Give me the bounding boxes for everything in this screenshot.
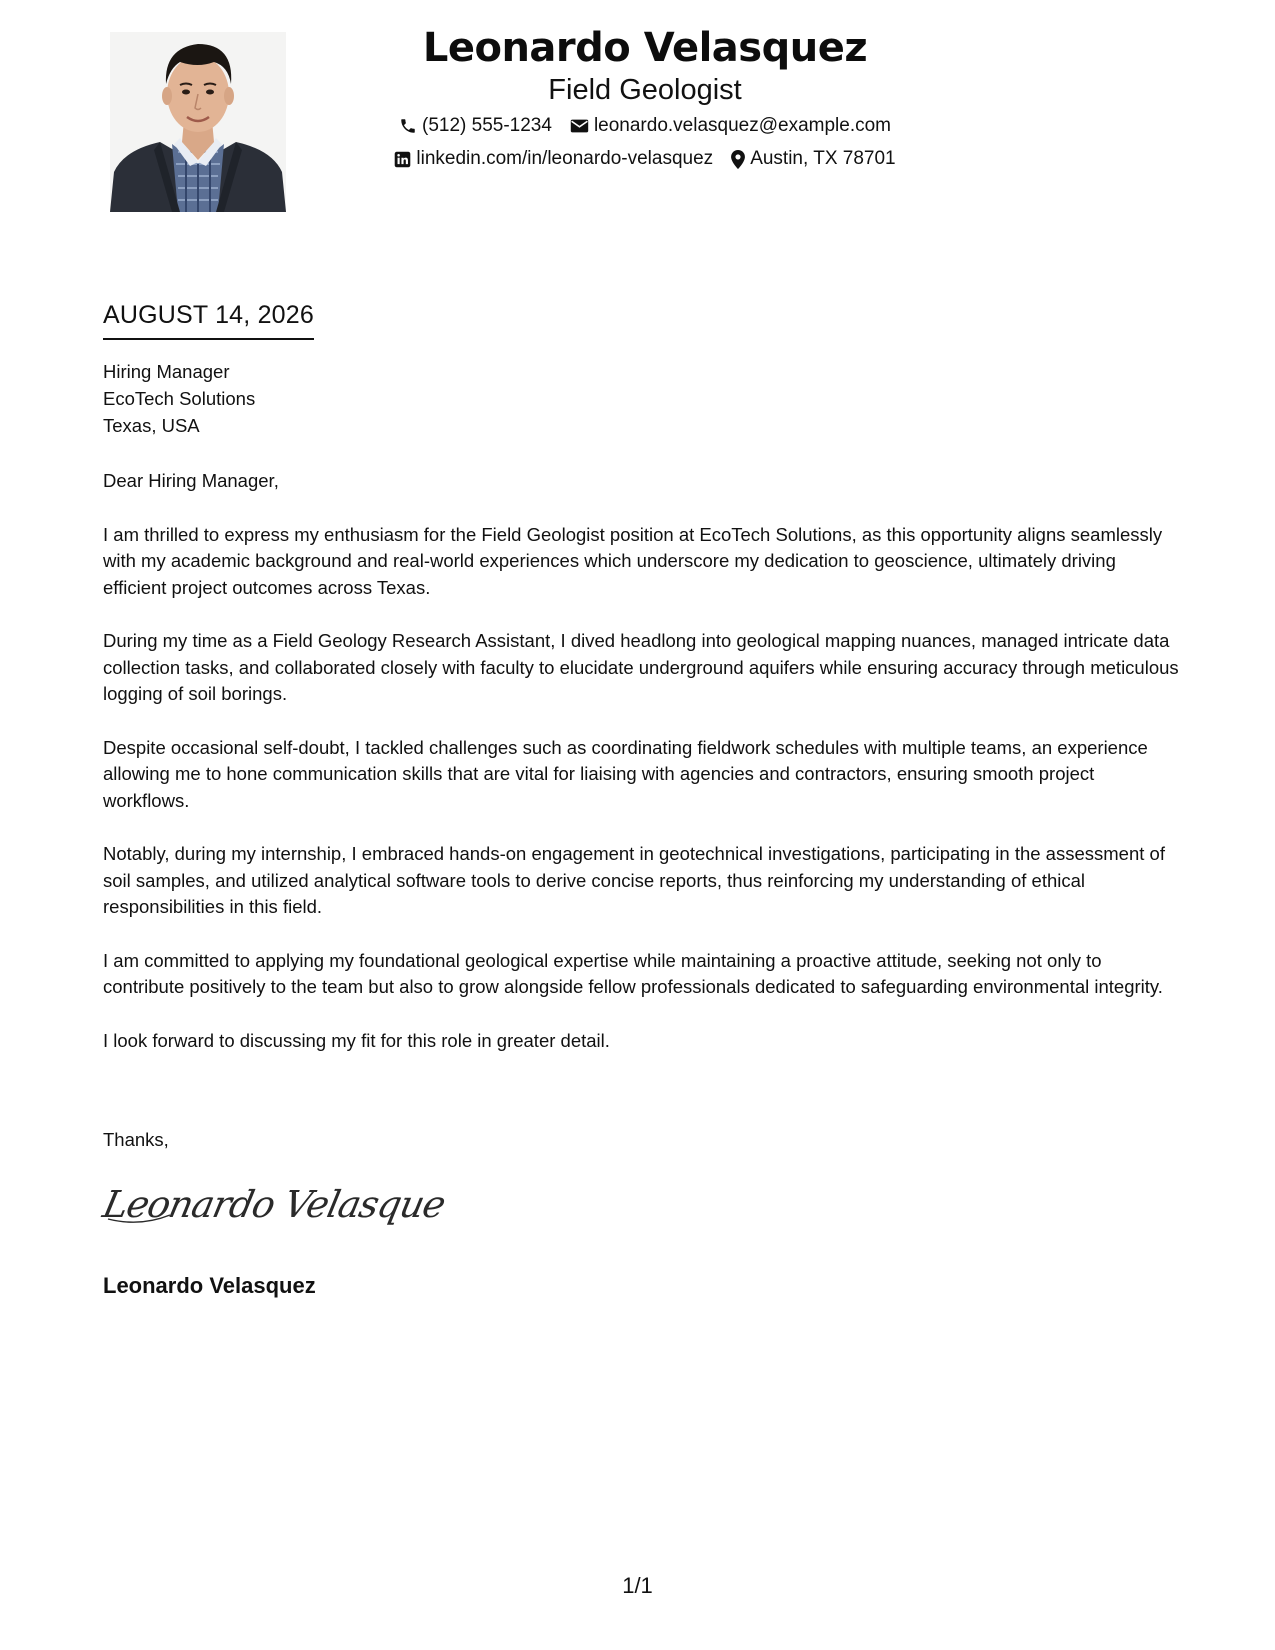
- phone-contact[interactable]: [399, 111, 552, 141]
- recipient-address: [103, 358, 255, 439]
- salutation: Dear Hiring Manager,: [103, 470, 279, 491]
- recipient-line: EcoTech Solutions: [103, 388, 256, 409]
- svg-text:Leonardo Velasque: Leonardo Velasque: [99, 1182, 449, 1226]
- linkedin-contact[interactable]: [394, 144, 713, 174]
- applicant-name: Leonardo Velasquez: [422, 25, 868, 71]
- handwritten-signature: [99, 1175, 449, 1237]
- header: [300, 22, 990, 174]
- location-text: Austin, TX 78701: [750, 148, 896, 169]
- phone-icon: [399, 117, 417, 135]
- contact-row-primary: [300, 111, 990, 141]
- closing: Thanks,: [103, 1129, 169, 1150]
- phone-text: (512) 555-1234: [422, 115, 552, 136]
- signature-image: [99, 1175, 449, 1237]
- letter-date: AUGUST 14, 2026: [103, 298, 314, 340]
- letter-date-block: [103, 298, 314, 340]
- body-paragraph: I look forward to discussing my fit for this role in greater detail.: [103, 1029, 610, 1051]
- body-paragraph: I am thrilled to express my enthusiasm for the Field Geologist position at EcoTech Solutions, as this opportunity aligns seamlessly with my academic background and real-world experiences which underscore my dedication to geoscience, ultimately driving efficient project outcomes across Texas.: [103, 523, 1163, 598]
- signer-name: Leonardo Velasquez: [103, 1273, 316, 1298]
- recipient-line: Texas, USA: [103, 415, 200, 436]
- email-text: leonardo.velasquez@example.com: [593, 115, 891, 136]
- linkedin-text: linkedin.com/in/leonardo-velasquez: [416, 148, 714, 169]
- location-contact: [731, 144, 895, 174]
- portrait-image: [110, 32, 286, 212]
- email-contact[interactable]: [570, 111, 891, 141]
- linkedin-icon: [394, 151, 411, 168]
- body-paragraph: Notably, during my internship, I embraced hands-on engagement in geotechnical investigations, participating in the assessment of soil samples, and utilized analytical software tools to derive concise reports, thus reinforcing my understanding of ethical responsibilities in this field.: [103, 843, 1165, 917]
- page-number: 1/1: [622, 1573, 653, 1598]
- body-paragraph: During my time as a Field Geology Research Assistant, I dived headlong into geological mapping nuances, managed intricate data collection tasks, and collaborated closely with faculty to elucidate underground aquifers while ensuring accuracy through meticulous logging of soil borings.: [103, 630, 1179, 704]
- contact-row-secondary: [300, 144, 990, 174]
- letter-body: [103, 468, 1183, 1081]
- body-paragraph: I am committed to applying my foundational geological expertise while maintaining a proactive attitude, seeking not only to contribute positively to the team but also to grow alongside fellow professionals dedicated to safeguarding environmental integrity.: [103, 949, 1163, 997]
- job-title: Field Geologist: [548, 74, 742, 106]
- body-paragraph: Despite occasional self-doubt, I tackled challenges such as coordinating fieldwork schedules with multiple teams, an experience allowing me to hone communication skills that are vital for liaising with agencies and contractors, ensuring smooth project workflows.: [103, 736, 1148, 811]
- recipient-line: Hiring Manager: [103, 361, 230, 382]
- envelope-icon: [570, 118, 589, 134]
- profile-photo: [110, 32, 286, 212]
- map-pin-icon: [731, 150, 745, 169]
